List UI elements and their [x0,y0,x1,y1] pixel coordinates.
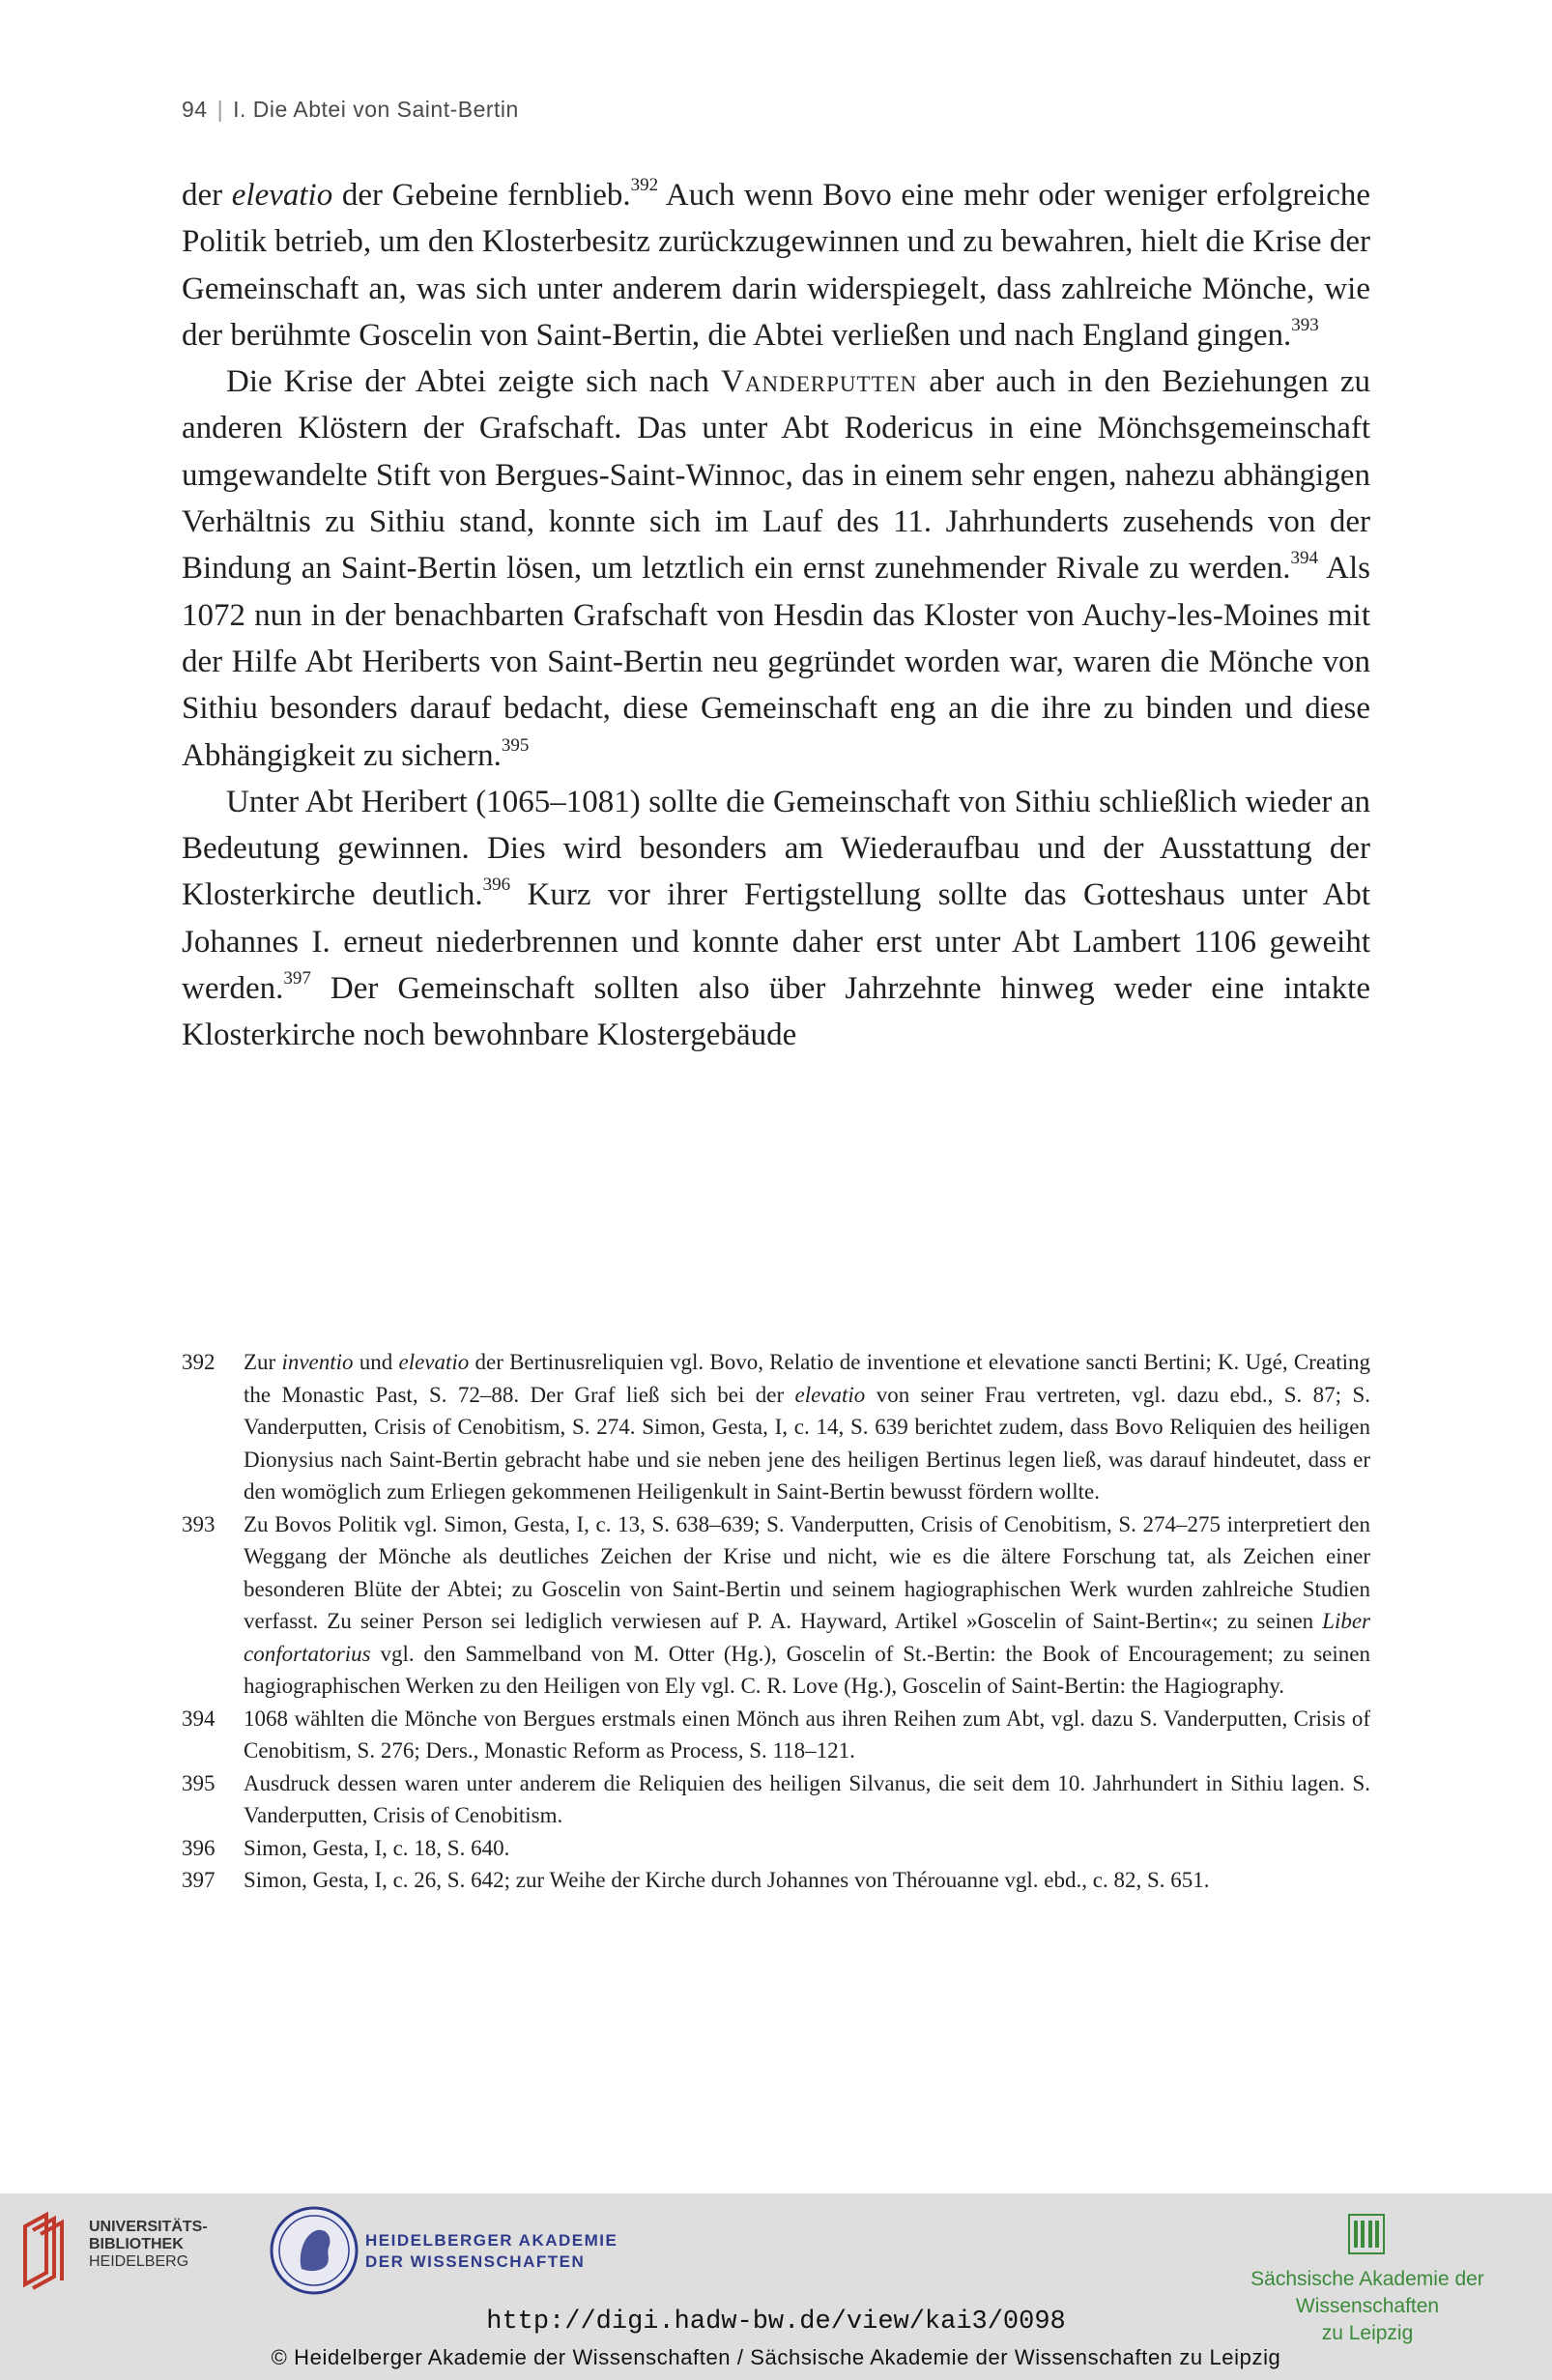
footnote-number: 396 [182,1835,216,1860]
footnote-number: 397 [182,1868,216,1892]
text-run: aber auch in den Beziehungen zu anderen Klöstern der Grafschaft. Das unter Abt Rodericus in eine Mönchsgemeinschaft umgewandelte Stift von Bergues-Saint-Winnoc, das in einem sehr engen, nahezu abhängigen Verhältnis zu Sithiu stand, konnte sich im Lauf des 11. Jahrhunderts zusehends von der Bindung an Saint-Bertin lösen, um letztlich ein ernst zunehmender Rivale zu werden. [182,364,1370,587]
saw-line: zu Leipzig [1321,2322,1414,2344]
hadw-line: DER WISSENSCHAFTEN [365,2252,586,2271]
hadw-seal-icon [269,2205,359,2296]
footnote-ref-393[interactable]: 393 [1291,314,1319,335]
copyright-notice: © Heidelberger Akademie der Wissenschaften / Sächsische Akademie der Wissenschaften zu Leipzig [271,2345,1281,2369]
hadw-line: HEIDELBERGER AKADEMIE [365,2231,618,2250]
footnote-text: Zur inventio und elevatio der Bertinusreliquien vgl. Bovo, Relatio de inventione et elevatione sancti Bertini; K. Ugé, Creating the Monastic Past, S. 72–88. Der Graf ließ sich bei der elevatio von seiner Frau vertreten, vgl. dazu ebd., S. 87; S. Vanderputten, Crisis of Cenobitism, S. 274. Simon, Gesta, I, c. 14, S. 639 berichtet zudem, dass Bovo Reliquien des heiligen Dionysius nach Saint-Bertin gebracht habe und sie neben jene des heiligen Bertinus legen ließ, was darauf hindeutet, dass er den womöglich zum Erliegen gekommenen Heiligenkult in Saint-Bertin bewusst fördern wollte. [244,1350,1371,1504]
small-caps-author: Vanderputten [721,364,918,400]
source-url-link[interactable]: http://digi.hadw-bw.de/view/kai3/0098 [486,2308,1066,2337]
text-run: Unter Abt Heribert (1065–1081) sollte die Gemeinschaft von Sithiu schließlich wieder an Bedeutung gewinnen. Dies wird besonders am Wiederaufbau und der Ausstattung der Klosterkirche deutlich. [182,784,1370,913]
footnote-number: 395 [182,1770,216,1795]
running-title: I. Die Abtei von Saint-Bertin [233,97,519,122]
italic-term: elevatio [231,178,333,213]
footnote-394 [182,1703,1370,1767]
footnote-392 [182,1346,1370,1508]
ub-logo-text [89,2219,208,2271]
page-number: 94 [182,97,208,122]
header-separator: | [216,97,224,122]
footnote-393 [182,1508,1370,1703]
ub-line: BIBLIOTHEK [89,2236,184,2252]
text-run: Als 1072 nun in der benachbarten Grafschaft von Hesdin das Kloster von Auchy-les-Moines mit der Hilfe Abt Heriberts von Saint-Bertin neu gegründet worden war, waren die Mönche von Sithiu besonders darauf bedacht, diese Gemeinschaft eng an die ihre zu binden und diese Abhängigkeit zu sichern. [182,551,1370,773]
footnote-text: Simon, Gesta, I, c. 18, S. 640. [244,1835,510,1860]
footnote-number: 394 [182,1706,216,1731]
ub-book-icon [17,2209,75,2290]
footnote-ref-392[interactable]: 392 [630,175,659,195]
footnote-text: Ausdruck dessen waren unter anderem die Reliquien des heiligen Silvanus, die seit dem 10. Jahrhundert in Sithiu lagen. S. Vanderputten, Crisis of Cenobitism. [244,1770,1370,1827]
ub-line: HEIDELBERG [89,2253,189,2270]
footnote-ref-395[interactable]: 395 [501,734,530,756]
text-run: Der Gemeinschaft sollten also über Jahrzehnte hinweg weder eine intakte Klosterkirche noch bewohnbare Klostergebäude [182,971,1370,1053]
text-run: Kurz vor ihrer Fertigstellung sollte das Gotteshaus unter Abt Johannes I. erneut niederbrennen und konnte daher erst unter Abt Lambert 1106 geweiht werden. [182,877,1371,1007]
footnote-number: 392 [182,1350,216,1374]
footnote-396 [182,1832,1370,1865]
saw-line: Sächsische Akademie der Wissenschaften [1250,2268,1484,2317]
paragraph-1 [182,172,1370,358]
footnote-397 [182,1864,1370,1897]
ub-line: UNIVERSITÄTS- [89,2219,208,2235]
footnote-text: 1068 wählten die Mönche von Bergues erstmals einen Mönch aus ihren Reihen zum Abt, vgl. dazu S. Vanderputten, Crisis of Cenobitism, S. 276; Ders., Monastic Reform as Process, S. 118–121. [244,1706,1370,1763]
footnote-395 [182,1767,1370,1832]
text-run: Die Krise der Abtei zeigte sich nach [226,364,722,400]
footnote-number: 393 [182,1511,216,1536]
footnote-text: Zu Bovos Politik vgl. Simon, Gesta, I, c. 13, S. 638–639; S. Vanderputten, Crisis of Cenobitism, S. 274–275 interpretiert den Weggang der Mönche als deutliches Zeichen der Krise und nicht, wie es die ältere Forschung tat, als Zeichen einer besonderen Blüte der Abtei; zu Goscelin von Saint-Bertin und seinem hagiographischen Werk wurden zahlreiche Studien verfasst. Zu seiner Person sei lediglich verwiesen auf P. A. Hayward, Artikel »Goscelin of Saint-Bertin«; zu seinen Liber confortatorius vgl. den Sammelband von M. Otter (Hg.), Goscelin of St.-Bertin: the Book of Encouragement; zu seinen hagiographischen Werken zu den Heiligen von Ely vgl. C. R. Love (Hg.), Goscelin of Saint-Bertin: the Hagiography. [244,1511,1370,1698]
paragraph-2 [182,358,1370,779]
text-run: Auch wenn Bovo eine mehr oder weniger erfolgreiche Politik betrieb, um den Klosterbesitz zurückzugewinnen und zu bewahren, hielt die Krise der Gemeinschaft an, was sich unter anderem darin widerspiegelt, dass zahlreiche Mönche, wie der berühmte Goscelin von Saint-Bertin, die Abtei verließen und nach England gingen. [182,178,1370,353]
footnote-ref-396[interactable]: 396 [482,875,511,896]
footnote-ref-397[interactable]: 397 [283,968,311,989]
footnote-text: Simon, Gesta, I, c. 26, S. 642; zur Weihe der Kirche durch Johannes von Thérouanne vgl. ebd., c. 82, S. 651. [244,1868,1210,1892]
hadw-logo-text [365,2230,618,2273]
footnotes [182,1346,1370,1897]
text-run: der [182,178,232,213]
running-header [182,97,519,123]
text-run: der Gebeine fernblieb. [332,178,631,213]
footnote-ref-394[interactable]: 394 [1290,548,1318,569]
paragraph-3 [182,779,1370,1059]
saw-building-icon [1347,2213,1386,2255]
main-text [182,172,1370,1059]
